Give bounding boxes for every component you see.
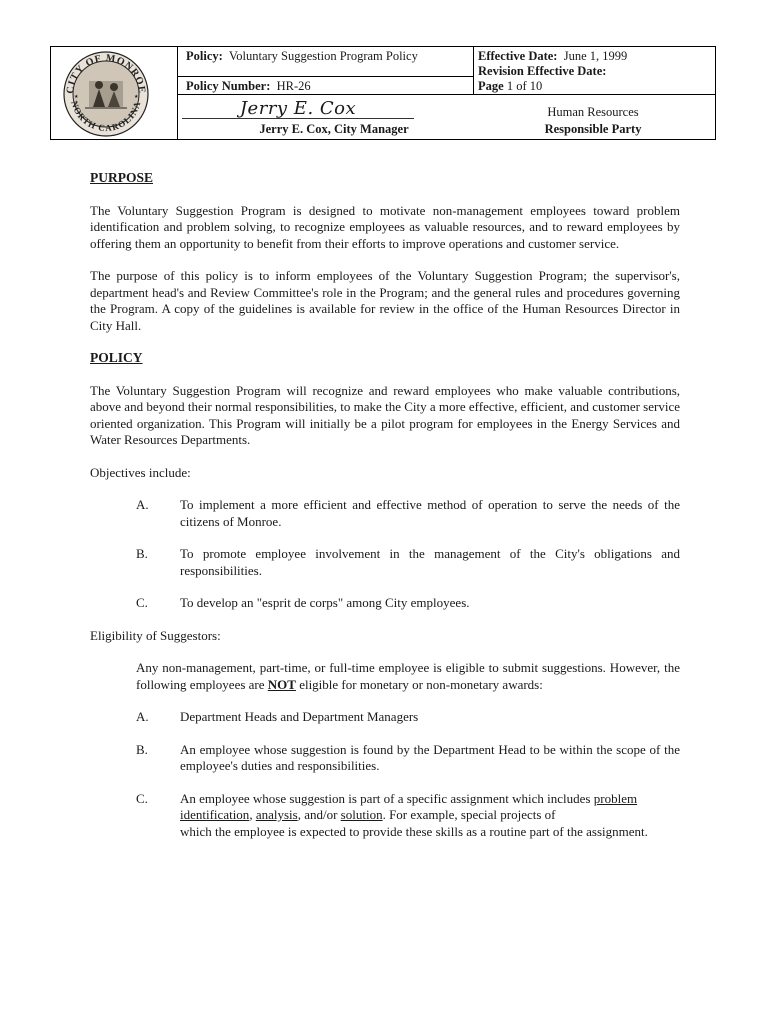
responsible-party-label: Responsible Party — [544, 122, 642, 136]
objective-item — [90, 497, 680, 530]
eligibility-intro: Eligibility of Suggestors: — [90, 627, 221, 643]
seal-cell — [51, 47, 178, 139]
objective-item — [90, 595, 680, 612]
svg-text:★: ★ — [74, 94, 79, 100]
svg-text:NORTH CAROLINA: NORTH CAROLINA — [69, 99, 143, 134]
revision-effective-date: Revision Effective Date: — [478, 64, 607, 78]
list-text: To develop an "esprit de corps" among City employees. — [180, 595, 470, 610]
policy-paragraph-1: The Voluntary Suggestion Program will recognize and reward employees who make valuable contributions, above and beyond their normal responsibilities, to make the City a more effective, efficient, and customer service oriented organization. This Program will initially be a pilot program for employees in the Energy Services and Water Resources Departments. — [90, 382, 680, 447]
header-divider — [177, 76, 473, 77]
signer-name: Jerry E. Cox, City Manager — [259, 122, 409, 136]
purpose-heading: PURPOSE — [90, 170, 154, 185]
list-text: To implement a more efficient and effective method of operation to serve the needs of the citizens of Monroe. — [180, 497, 680, 529]
header-divider — [177, 94, 715, 95]
list-text: An employee whose suggestion is part of a specific assignment which includes problem identification, analysis, and/or solution. For example, special projects of which the employee is expected to provide these skills as a routine part of the assignment. — [180, 790, 648, 839]
list-text: Department Heads and Department Managers — [180, 709, 419, 724]
ineligible-item — [90, 709, 680, 726]
department-name: Human Resources — [544, 105, 641, 119]
svg-text:★: ★ — [134, 94, 139, 100]
purpose-paragraph-2: The purpose of this policy is to inform employees of the Voluntary Suggestion Program; the supervisor's, department head's and Review Committee's role in the Program; and the general rules and procedures governing the Program. A copy of the guidelines is available for review in the office of the Human Resources Director in City Hall. — [90, 268, 680, 333]
list-text: To promote employee involvement in the management of the City's obligations and responsibilities. — [180, 546, 680, 578]
list-marker: A. — [136, 709, 149, 724]
objectives-intro: Objectives include: — [90, 464, 191, 480]
ineligible-item — [90, 791, 680, 841]
header-divider — [473, 47, 474, 94]
document-body — [90, 170, 680, 856]
not-emphasis: NOT — [267, 676, 296, 692]
list-marker: B. — [136, 741, 148, 757]
policy-number: Policy Number: HR-26 — [186, 79, 311, 93]
list-marker: B. — [136, 546, 148, 561]
purpose-paragraph-1: The Voluntary Suggestion Program is designed to motivate non-management employees toward problem identification and problem solving, to recognize employees as valuable resources, and to reward employees by offering them an opportunity to benefit from their efforts to improve operations and customer service. — [90, 202, 680, 251]
list-marker: C. — [136, 790, 148, 806]
policy-title: Policy: Voluntary Suggestion Program Policy — [186, 49, 418, 63]
svg-text:CITY OF MONROE: CITY OF MONROE — [64, 52, 148, 95]
signature: Jerry E. Cox — [239, 98, 357, 119]
city-seal-logo — [63, 51, 149, 137]
list-marker: C. — [136, 595, 148, 610]
ineligible-item — [90, 742, 680, 775]
page-count: Page 1 of 10 — [478, 79, 543, 93]
list-text: An employee whose suggestion is found by the Department Head to be within the scope of the employee's duties and responsibilities. — [180, 741, 680, 773]
policy-header-table — [50, 46, 716, 140]
effective-date: Effective Date: June 1, 1999 — [478, 49, 628, 63]
list-marker: A. — [136, 497, 149, 512]
eligibility-paragraph: Any non-management, part-time, or full-time employee is eligible to submit suggestions. However, the following employees are NOT eligible for monetary or non-monetary awards: — [136, 660, 680, 692]
policy-heading: POLICY — [90, 350, 143, 365]
objective-item — [90, 546, 680, 579]
